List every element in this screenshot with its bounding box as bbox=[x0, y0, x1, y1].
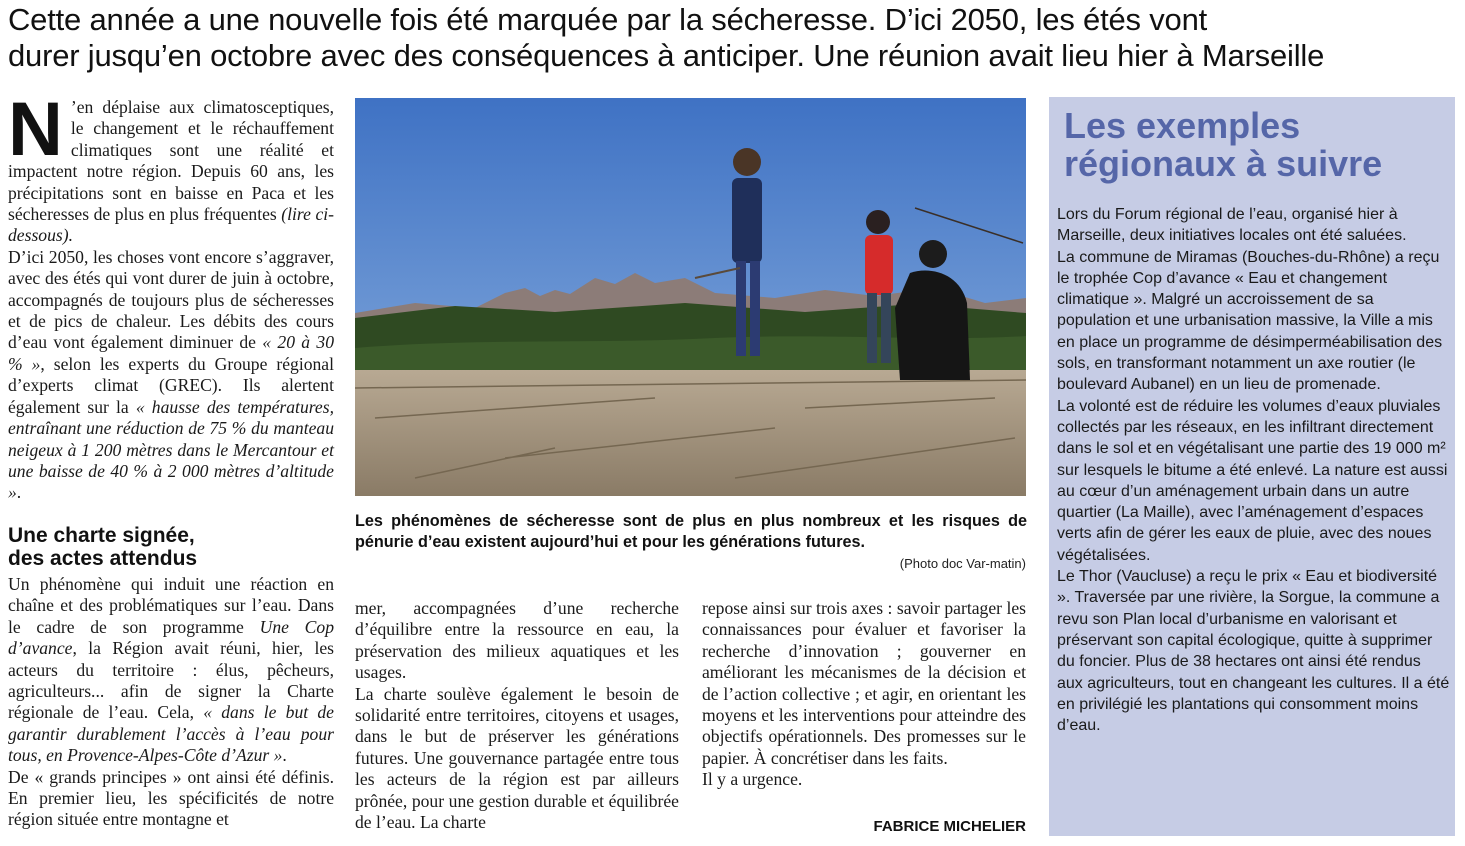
sidebar-title-line-2: régionaux à suivre bbox=[1064, 143, 1383, 184]
article-column-2 bbox=[355, 598, 679, 833]
subheading-line-1: Une charte signée, bbox=[8, 524, 195, 547]
article-column-1-lower bbox=[8, 574, 334, 831]
intro-reference: (lire ci-dessous). bbox=[8, 204, 335, 246]
sidebar-paragraph: Lors du Forum régional de l’eau, organisé hier à Marseille, deux initiatives locales ont été saluées. bbox=[1057, 206, 1407, 245]
paragraph-text: , la Région avait réuni, hier, les acteurs du territoire : élus, pêcheurs, agriculteurs... afin de signer la Charte régionale de l’eau. Cela, bbox=[8, 638, 334, 723]
article-column-1 bbox=[8, 87, 335, 504]
subheading-line-2: des actes attendus bbox=[8, 547, 198, 570]
author-byline: FABRICE MICHELIER bbox=[873, 818, 1026, 835]
article-photo bbox=[355, 98, 1026, 496]
paragraph-text: D’ici 2050, les choses vont encore s’aggraver, avec des étés qui vont durer de juin à octobre, accompagnés de toujours plus de sécheresses et de pics de chaleur. Les débits des cours d’eau vont également diminuer de bbox=[8, 246, 334, 353]
sidebar-title-line-1: Les exemples bbox=[1064, 105, 1301, 146]
sidebar-paragraph: Le Thor (Vaucluse) a reçu le prix « Eau et biodiversité ». Traversée par une rivière, la Sorgue, la commune a revu son Plan local d’urbanisme en valorisant et préservant son capital écologique, quitte à supprimer du foncier. Plus de 38 hectares ont ainsi été rendus aux agriculteurs, tout en changeant les cultures. Il a été en privilégié les plantations qui consomment moins d’eau. bbox=[1057, 568, 1450, 735]
article-intro-paragraph bbox=[8, 87, 335, 247]
article-subheading bbox=[8, 524, 338, 570]
article-paragraph bbox=[8, 247, 334, 504]
sidebar-paragraph: La commune de Miramas (Bouches-du-Rhône) a reçu le trophée Cop d’avance « Eau et changement climatique ». Malgré un accroissement de sa population et une urbanisation massive, la Ville a mis en place un programme de désimperméabilisation des sols, en transformant notamment un axe routier (le boulevard Aubanel) en un lieu de promenade. bbox=[1057, 248, 1443, 394]
drought-photo-illustration bbox=[355, 98, 1026, 496]
paragraph-text: . bbox=[16, 482, 22, 503]
article-paragraph: De « grands principes » ont ainsi été définis. En premier lieu, les spécificités de notre région située entre montagne et bbox=[8, 766, 334, 830]
article-paragraph: La charte soulève également le besoin de solidarité entre territoires, citoyens et usages, dans le but de préserver les générations futures. Une gouvernance partagée entre tous les acteurs de la région est par ailleurs prônée, pour une gestion durable et équilibrée de l’eau. La charte bbox=[355, 683, 679, 833]
article-paragraph bbox=[8, 574, 334, 767]
sidebar-title bbox=[1064, 107, 1454, 183]
photo-caption: Les phénomènes de sécheresse sont de plus en plus nombreux et les risques de pénurie d’eau existent aujourd’hui et pour les générations futures. bbox=[355, 512, 1027, 551]
article-paragraph: mer, accompagnées d’une recherche d’équilibre entre la ressource en eau, la préservation des milieux aquatiques et les usages. bbox=[355, 598, 679, 683]
quote-text: « dans le but de garantir durablement l’accès à l’eau pour tous, en Provence-Alpes-Côte d’Azur » bbox=[8, 702, 334, 766]
drop-cap: N bbox=[8, 87, 63, 172]
intro-text: ’en déplaise aux climatosceptiques, le changement et le réchauffement climatiques sont une réalité et impactent notre région. Depuis 60 ans, les précipitations sont en baisse en Paca et les sécheresses de plus en plus fréquentes bbox=[8, 97, 334, 225]
headline-line-2: durer jusqu’en octobre avec des conséquences à anticiper. Une réunion avait lieu hier à Marseille bbox=[8, 38, 1325, 73]
sidebar-box bbox=[1049, 97, 1455, 836]
paragraph-text: Un phénomène qui induit une réaction en chaîne et des problématiques sur l’eau. Dans le cadre de son programme bbox=[8, 574, 334, 637]
sidebar-body bbox=[1057, 204, 1451, 736]
quote-text: « hausse des températures, entraînant une réduction de 75 % du manteau neigeux à 1 200 mètres dans le Mercantour et une baisse de 40 % à 2 000 mètres d’altitude » bbox=[8, 396, 334, 503]
program-name: Une Cop d’avance bbox=[8, 616, 334, 659]
article-paragraph: Il y a urgence. bbox=[702, 769, 803, 790]
article-paragraph: repose ainsi sur trois axes : savoir partager les connaissances pour évaluer et favoriser la recherche d’innovation ; gouverner en améliorant les mécanismes de la décision et de l’action collective ; et agir, en orientant les moyens et les interventions pour atteindre des objectifs opérationnels. Des promesses sur le papier. À concrétiser dans les faits. bbox=[702, 598, 1026, 768]
headline-line-1: Cette année a une nouvelle fois été marquée par la sécheresse. D’ici 2050, les étés vont bbox=[8, 2, 1208, 37]
headline bbox=[8, 2, 1458, 74]
photo-credit: (Photo doc Var-matin) bbox=[899, 556, 1026, 571]
quote-text: « 20 à 30 % » bbox=[8, 332, 334, 374]
article-column-3 bbox=[702, 598, 1026, 791]
paragraph-text: , selon les experts du Groupe régional d’experts climat (GREC). Ils alertent également sur la bbox=[8, 353, 334, 417]
paragraph-text: . bbox=[282, 745, 287, 766]
sidebar-paragraph: La volonté est de réduire les volumes d’eaux pluviales collectés par les réseaux, en les infiltrant directement dans le sol et en végétalisant une partie des 19 000 m² sur lesquels le bitume a été enlevé. La nature est aussi au cœur d’un aménagement urbain dans un autre quartier (La Maille), avec l’aménagement d’espaces verts afin de gérer les eaux de pluie, avec des noues végétalisées. bbox=[1057, 397, 1448, 564]
